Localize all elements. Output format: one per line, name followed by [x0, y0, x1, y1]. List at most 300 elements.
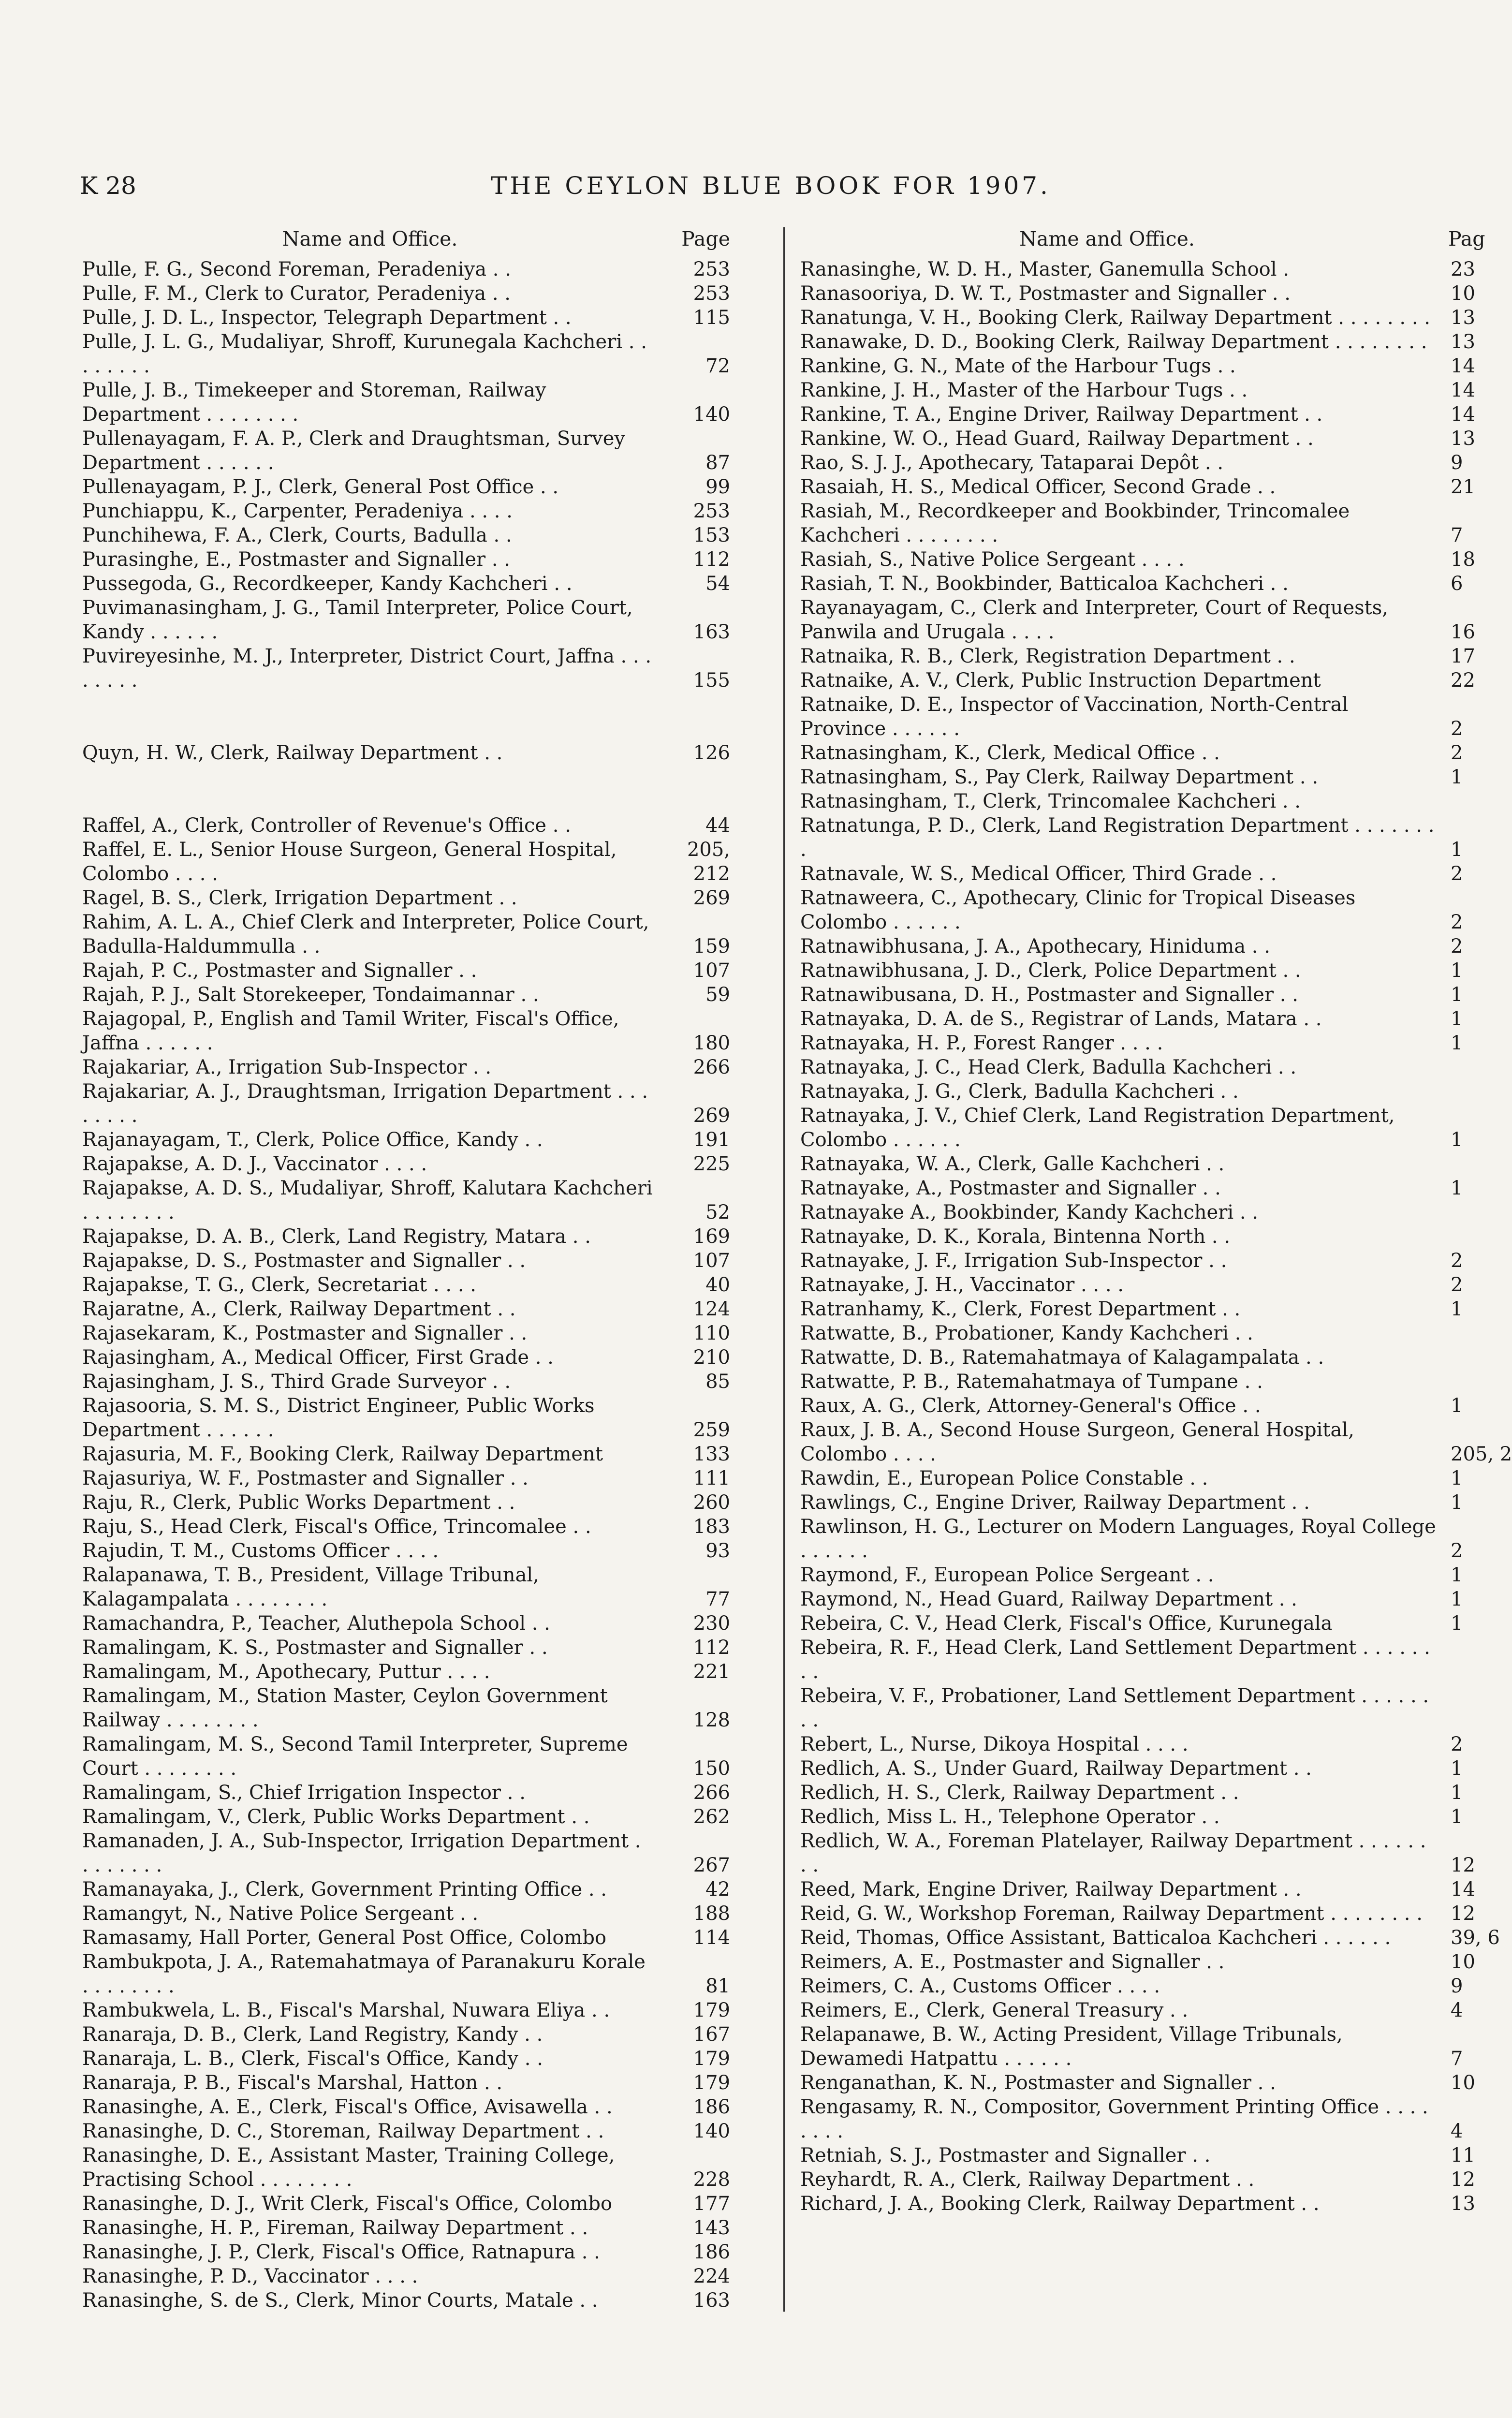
list-item	[82, 596, 730, 644]
entry-page-number: 23	[1451, 258, 1475, 280]
entry-name-office: Raju, R., Clerk, Public Works Department . .	[82, 1491, 515, 1514]
list-item	[800, 1877, 1486, 1902]
entry-name-office: Redlich, A. S., Under Guard, Railway Department . .	[800, 1757, 1312, 1780]
list-item	[800, 1563, 1486, 1587]
entry-page-number: 21	[1451, 476, 1475, 498]
entry-name-office: Rankine, W. O., Head Guard, Railway Department . .	[800, 428, 1314, 450]
entry-name-office: Reimers, E., Clerk, General Treasury . .	[800, 1999, 1189, 2021]
entry-page-number: 1	[1451, 959, 1463, 982]
entry-page-number: 14	[1451, 1878, 1475, 1901]
list-item	[82, 1998, 730, 2022]
entry-name-office: Ragel, B. S., Clerk, Irrigation Department . .	[82, 887, 517, 909]
list-item	[800, 257, 1486, 281]
entry-name-office: Redlich, W. A., Foreman Platelayer, Railway Department . . . . . . . .	[800, 1830, 1426, 1876]
list-item	[800, 427, 1486, 451]
entry-page-number: 14	[1451, 379, 1475, 401]
entry-name-office: Ranaraja, L. B., Clerk, Fiscal's Office, Kandy . .	[82, 2048, 543, 2070]
list-item	[82, 1249, 730, 1273]
list-item	[82, 910, 730, 958]
entry-page-number: 1	[1451, 1782, 1463, 1804]
list-item	[82, 1926, 730, 1950]
list-item	[800, 1829, 1486, 1877]
list-item	[800, 1394, 1486, 1418]
list-item	[82, 427, 730, 475]
entry-name-office: Pulle, F. M., Clerk to Curator, Peradeniya . .	[82, 282, 511, 305]
list-item	[82, 1176, 730, 1224]
list-item	[800, 1805, 1486, 1829]
entry-page-number: 13	[1451, 428, 1475, 450]
entry-name-office: Pulle, F. G., Second Foreman, Peradeniya . .	[82, 258, 511, 280]
list-item	[800, 789, 1486, 813]
entry-page-number: 72	[705, 355, 730, 377]
section-gap	[82, 765, 730, 813]
entry-page-number: 12	[1451, 1854, 1475, 1876]
list-item	[82, 644, 730, 693]
list-item	[800, 572, 1486, 596]
entry-name-office: Ratwatte, B., Probationer, Kandy Kachcheri . .	[800, 1322, 1253, 1344]
entry-page-number: 16	[1451, 621, 1475, 643]
entry-page-number: 228	[693, 2168, 730, 2191]
entry-page-number: 1	[1451, 1757, 1463, 1780]
entry-page-number: 1	[1451, 839, 1463, 861]
entry-name-office: Richard, J. A., Booking Clerk, Railway Department . .	[800, 2193, 1320, 2215]
list-item	[82, 1297, 730, 1321]
page-header	[80, 172, 1486, 201]
entry-name-office: Ratnayake, D. K., Korala, Bintenna North . .	[800, 1225, 1231, 1248]
entry-name-office: Ranaraja, D. B., Clerk, Land Registry, Kandy . .	[82, 2023, 543, 2046]
entry-name-office: Quyn, H. W., Clerk, Railway Department . .	[82, 742, 503, 764]
entry-name-office: Puvireyesinhe, M. J., Interpreter, District Court, Jaffna . . . . . . . .	[82, 645, 652, 692]
entry-page-number: 2	[1451, 718, 1463, 740]
name-office-heading: Name and Office.	[1019, 227, 1195, 251]
list-item	[800, 475, 1486, 499]
list-item	[82, 1950, 730, 1998]
list-item	[800, 765, 1486, 789]
entry-page-number: 10	[1451, 282, 1475, 305]
list-item	[800, 741, 1486, 765]
entry-name-office: Ratnawibhusana, J. D., Clerk, Police Department . .	[800, 959, 1301, 982]
entry-page-number: 253	[693, 500, 730, 522]
entry-name-office: Rawlinson, H. G., Lecturer on Modern Languages, Royal College . . . . . .	[800, 1516, 1436, 1562]
entry-page-number: 1	[1451, 1564, 1463, 1586]
entry-page-number: 186	[693, 2241, 730, 2263]
entry-name-office: Reid, G. W., Workshop Foreman, Railway Department . . . . . . . .	[800, 1902, 1423, 1925]
entry-page-number: 93	[705, 1540, 730, 1562]
entry-name-office: Ratnatunga, P. D., Clerk, Land Registration Department . . . . . . . .	[800, 814, 1435, 861]
entry-page-number: 180	[693, 1032, 730, 1054]
list-item	[800, 2022, 1486, 2071]
entry-name-office: Ratnayaka, J. C., Head Clerk, Badulla Kachcheri . .	[800, 1056, 1297, 1078]
entry-name-office: Ranasinghe, P. D., Vaccinator . . . .	[82, 2265, 418, 2287]
entry-name-office: Ratnayake, J. H., Vaccinator . . . .	[800, 1274, 1124, 1296]
entry-page-number: 188	[693, 1902, 730, 1925]
entry-page-number: 2	[1451, 1540, 1463, 1562]
list-item	[82, 1152, 730, 1176]
entry-name-office: Rajasuriya, W. F., Postmaster and Signaller . .	[82, 1467, 528, 1489]
entry-page-number: 179	[693, 1999, 730, 2021]
entry-page-number: 140	[693, 403, 730, 426]
entry-name-office: Pussegoda, G., Recordkeeper, Kandy Kachcheri . .	[82, 573, 573, 595]
entry-name-office: Ramalingam, M., Apothecary, Puttur . . . .	[82, 1661, 490, 1683]
entry-name-office: Ranasinghe, D. E., Assistant Master, Training College, Practising School . . . . . . . .	[82, 2144, 615, 2191]
entry-name-office: Rebeira, R. F., Head Clerk, Land Settlement Department . . . . . . . .	[800, 1637, 1430, 1683]
entry-page-number: 143	[693, 2217, 730, 2239]
entry-page-number: 107	[693, 1250, 730, 1272]
list-item	[800, 1152, 1486, 1176]
entry-name-office: Ranawake, D. D., Booking Clerk, Railway Department . . . . . . . .	[800, 331, 1427, 353]
list-item	[82, 475, 730, 499]
entry-page-number: 2	[1451, 935, 1463, 958]
entry-page-number: 107	[693, 959, 730, 982]
entry-page-number: 2	[1451, 1274, 1463, 1296]
entry-name-office: Rasiah, T. N., Bookbinder, Batticaloa Kachcheri . .	[800, 573, 1289, 595]
list-item	[800, 1104, 1486, 1152]
list-item	[800, 451, 1486, 475]
entry-page-number: 1	[1451, 1008, 1463, 1030]
entry-name-office: Ranasinghe, D. J., Writ Clerk, Fiscal's Office, Colombo	[82, 2193, 613, 2215]
entry-page-number: 22	[1451, 669, 1475, 692]
entry-name-office: Pullenayagam, P. J., Clerk, General Post Office . .	[82, 476, 559, 498]
list-item	[82, 572, 730, 596]
list-item	[82, 547, 730, 572]
entry-name-office: Ratnasingham, T., Clerk, Trincomalee Kachcheri . .	[800, 790, 1301, 812]
entry-name-office: Ratnaika, R. B., Clerk, Registration Department . .	[800, 645, 1295, 667]
list-item	[82, 1636, 730, 1660]
entry-name-office: Ratnayaka, W. A., Clerk, Galle Kachcheri . .	[800, 1153, 1225, 1175]
entry-page-number: 179	[693, 2072, 730, 2094]
list-item	[800, 330, 1486, 354]
entry-name-office: Rajapakse, A. D. J., Vaccinator . . . .	[82, 1153, 427, 1175]
list-item	[82, 1055, 730, 1079]
entry-page-number: 12	[1451, 1902, 1475, 1925]
list-item	[82, 306, 730, 330]
list-item	[800, 354, 1486, 378]
list-item	[800, 1636, 1486, 1684]
entry-page-number: 4	[1451, 1999, 1463, 2021]
entry-page-number: 269	[693, 1105, 730, 1127]
entry-page-number: 2	[1451, 1733, 1463, 1755]
list-item	[800, 886, 1486, 934]
entry-name-office: Ramalingam, M., Station Master, Ceylon Government Railway . . . . . . . .	[82, 1685, 608, 1731]
entry-name-office: Raymond, F., European Police Sergeant . .	[800, 1564, 1214, 1586]
entry-name-office: Ranasinghe, W. D. H., Master, Ganemulla School .	[800, 258, 1289, 280]
entry-name-office: Rajagopal, P., English and Tamil Writer, Fiscal's Office, Jaffna . . . . . .	[82, 1008, 619, 1054]
entry-name-office: Rankine, J. H., Master of the Harbour Tugs . .	[800, 379, 1248, 401]
entry-name-office: Ranatunga, V. H., Booking Clerk, Railway Department . . . . . . . .	[800, 307, 1430, 329]
entry-name-office: Raffel, A., Clerk, Controller of Revenue's Office . .	[82, 814, 571, 837]
list-item	[800, 1418, 1512, 1466]
list-item	[800, 1781, 1486, 1805]
list-item	[800, 281, 1486, 306]
list-item	[800, 1176, 1486, 1200]
page-heading: Page	[681, 227, 730, 251]
list-item	[82, 1442, 730, 1466]
entry-page-number: 111	[693, 1467, 730, 1489]
entry-page-number: 1	[1451, 1395, 1463, 1417]
list-item	[800, 958, 1486, 983]
entry-page-number: 260	[693, 1491, 730, 1514]
entry-page-number: 124	[693, 1298, 730, 1320]
entry-page-number: 126	[693, 742, 730, 764]
entry-page-number: 153	[693, 524, 730, 546]
entry-name-office: Raux, J. B. A., Second House Surgeon, General Hospital, Colombo . . . .	[800, 1419, 1354, 1465]
entry-page-number: 39, 6	[1451, 1927, 1500, 1949]
entry-name-office: Pullenayagam, F. A. P., Clerk and Draughtsman, Survey Department . . . . . .	[82, 428, 625, 474]
list-item	[82, 1829, 730, 1877]
entry-page-number: 133	[693, 1443, 730, 1465]
entry-name-office: Ramalingam, S., Chief Irrigation Inspector . .	[82, 1782, 526, 1804]
right-column-heading	[800, 227, 1486, 257]
list-item	[82, 1079, 730, 1128]
entry-name-office: Ratnavale, W. S., Medical Officer, Third Grade . .	[800, 863, 1277, 885]
entry-name-office: Raymond, N., Head Guard, Railway Department . .	[800, 1588, 1297, 1610]
list-item	[800, 378, 1486, 402]
entry-page-number: 1	[1451, 1032, 1463, 1054]
entry-name-office: Ratnaike, A. V., Clerk, Public Instruction Department	[800, 669, 1321, 692]
entry-page-number: 266	[693, 1056, 730, 1078]
entry-name-office: Raffel, E. L., Senior House Surgeon, General Hospital, Colombo . . . .	[82, 839, 617, 885]
list-item	[82, 2240, 730, 2264]
entry-page-number: 10	[1451, 1951, 1475, 1973]
entry-name-office: Rajaratne, A., Clerk, Railway Department . .	[82, 1298, 516, 1320]
entry-page-number: 12	[1451, 2168, 1475, 2191]
entry-name-office: Ramanayaka, J., Clerk, Government Printing Office . .	[82, 1878, 607, 1901]
list-item	[800, 1490, 1486, 1515]
entry-name-office: Pulle, J. B., Timekeeper and Storeman, Railway Department . . . . . . . .	[82, 379, 546, 426]
entry-page-number: 13	[1451, 2193, 1475, 2215]
list-item	[800, 1684, 1486, 1732]
entry-name-office: Ratnasingham, S., Pay Clerk, Railway Department . .	[800, 766, 1319, 788]
entry-page-number: 179	[693, 2048, 730, 2070]
entry-page-number: 205, 212	[687, 839, 730, 885]
entry-page-number: 169	[693, 1225, 730, 1248]
entry-page-number: 262	[693, 1806, 730, 1828]
entry-name-office: Rajasingham, A., Medical Officer, First Grade . .	[82, 1346, 554, 1369]
list-item	[82, 813, 730, 838]
left-entry-list	[82, 257, 730, 2313]
list-item	[800, 1732, 1486, 1756]
entry-name-office: Ratnayaka, D. A. de S., Registrar of Lands, Matara . .	[800, 1008, 1322, 1030]
entry-page-number: 269	[693, 887, 730, 909]
entry-page-number: 2	[1451, 1250, 1463, 1272]
list-item	[82, 2264, 730, 2288]
entry-page-number: 10	[1451, 2072, 1475, 2094]
entry-name-office: Punchiappu, K., Carpenter, Peradeniya . . . .	[82, 500, 513, 522]
entry-page-number: 210	[693, 1346, 730, 1369]
list-item	[82, 2288, 730, 2313]
list-item	[82, 523, 730, 547]
entry-page-number: 155	[693, 669, 730, 692]
list-item	[800, 1974, 1486, 1998]
page-heading: Pag	[1448, 227, 1485, 251]
entry-name-office: Rasaiah, H. S., Medical Officer, Second Grade . .	[800, 476, 1276, 498]
entry-name-office: Rasiah, S., Native Police Sergeant . . . .	[800, 548, 1185, 571]
entry-name-office: Ranasooriya, D. W. T., Postmaster and Signaller . .	[800, 282, 1291, 305]
list-item	[82, 281, 730, 306]
entry-name-office: Rajah, P. C., Postmaster and Signaller . .	[82, 959, 477, 982]
entry-name-office: Rajasingham, J. S., Third Grade Surveyor . .	[82, 1371, 511, 1393]
entry-name-office: Rankine, G. N., Mate of the Harbour Tugs . .	[800, 355, 1236, 377]
entry-name-office: Rengasamy, R. N., Compositor, Government Printing Office . . . . . . . .	[800, 2096, 1428, 2142]
list-item	[82, 1345, 730, 1370]
list-item	[800, 1224, 1486, 1249]
list-item	[800, 2071, 1486, 2095]
list-item	[82, 2216, 730, 2240]
entry-page-number: 140	[693, 2120, 730, 2142]
entry-page-number: 112	[693, 1637, 730, 1659]
list-item	[82, 1273, 730, 1297]
entry-name-office: Ratnawibhusana, J. A., Apothecary, Hiniduma . .	[800, 935, 1270, 958]
list-item	[800, 596, 1486, 644]
list-item	[82, 2022, 730, 2047]
list-item	[82, 1902, 730, 1926]
entry-name-office: Raux, A. G., Clerk, Attorney-General's Office . .	[800, 1395, 1261, 1417]
entry-page-number: 18	[1451, 548, 1475, 571]
entry-page-number: 224	[693, 2265, 730, 2287]
section-gap	[82, 693, 730, 741]
list-item	[800, 1902, 1486, 1926]
entry-name-office: Ratnayake, A., Postmaster and Signaller . .	[800, 1177, 1221, 1199]
entry-name-office: Relapanawe, B. W., Acting President, Village Tribunals, Dewamedi Hatpattu . . . . . .	[800, 2023, 1343, 2070]
entry-name-office: Ramanaden, J. A., Sub-Inspector, Irrigation Department . . . . . . . .	[82, 1830, 641, 1876]
entry-name-office: Rambukwela, L. B., Fiscal's Marshal, Nuwara Eliya . .	[82, 1999, 610, 2021]
list-item	[800, 1756, 1486, 1781]
list-item	[82, 1128, 730, 1152]
entry-page-number: 186	[693, 2096, 730, 2118]
list-item	[800, 983, 1486, 1007]
list-item	[800, 693, 1486, 741]
list-item	[82, 1805, 730, 1829]
entry-name-office: Ranasinghe, A. E., Clerk, Fiscal's Office, Avisawella . .	[82, 2096, 613, 2118]
entry-name-office: Rankine, T. A., Engine Driver, Railway Department . .	[800, 403, 1323, 426]
entry-name-office: Rambukpota, J. A., Ratemahatmaya of Paranakuru Korale . . . . . . . .	[82, 1951, 646, 1997]
list-item	[82, 983, 730, 1007]
list-item	[800, 1370, 1486, 1394]
list-item	[82, 1611, 730, 1636]
list-item	[800, 1297, 1486, 1321]
entry-page-number: 6	[1451, 573, 1463, 595]
entry-name-office: Renganathan, K. N., Postmaster and Signaller . .	[800, 2072, 1276, 2094]
entry-name-office: Purasinghe, E., Postmaster and Signaller . .	[82, 548, 510, 571]
entry-page-number: 2	[1451, 863, 1463, 885]
list-item	[82, 1781, 730, 1805]
entry-name-office: Ratnasingham, K., Clerk, Medical Office . .	[800, 742, 1220, 764]
entry-page-number: 163	[693, 2289, 730, 2312]
list-item	[800, 306, 1486, 330]
entry-page-number: 163	[693, 621, 730, 643]
list-item	[800, 1950, 1486, 1974]
list-item	[800, 1007, 1486, 1031]
left-column	[82, 227, 730, 2313]
entry-name-office: Ratnayaka, H. P., Forest Ranger . . . .	[800, 1032, 1163, 1054]
list-item	[800, 1998, 1486, 2022]
list-item	[82, 1224, 730, 1249]
entry-name-office: Ratnayake, J. F., Irrigation Sub-Inspector . .	[800, 1250, 1227, 1272]
page-id: K 28	[80, 172, 136, 200]
list-item	[82, 1563, 730, 1611]
entry-page-number: 44	[705, 814, 730, 837]
list-item	[82, 378, 730, 427]
entry-page-number: 114	[693, 1927, 730, 1949]
list-item	[800, 1466, 1486, 1490]
entry-page-number: 4	[1451, 2120, 1463, 2142]
entry-page-number: 159	[693, 935, 730, 958]
entry-name-office: Retniah, S. J., Postmaster and Signaller . .	[800, 2144, 1211, 2167]
entry-page-number: 183	[693, 1516, 730, 1538]
list-item	[800, 813, 1486, 862]
entry-name-office: Ranasinghe, D. C., Storeman, Railway Department . .	[82, 2120, 604, 2142]
entry-name-office: Ratnawibusana, D. H., Postmaster and Signaller . .	[800, 984, 1298, 1006]
list-item	[82, 958, 730, 983]
entry-name-office: Rebeira, V. F., Probationer, Land Settlement Department . . . . . . . .	[800, 1685, 1429, 1731]
entry-name-office: Rajapakse, D. S., Postmaster and Signaller . .	[82, 1250, 526, 1272]
entry-page-number: 253	[693, 258, 730, 280]
entry-page-number: 81	[705, 1975, 730, 1997]
entry-page-number: 112	[693, 548, 730, 571]
entry-name-office: Redlich, Miss L. H., Telephone Operator . .	[800, 1806, 1220, 1828]
entry-page-number: 7	[1451, 524, 1463, 546]
entry-name-office: Ranasinghe, S. de S., Clerk, Minor Courts, Matale . .	[82, 2289, 598, 2312]
list-item	[800, 1587, 1486, 1611]
entry-name-office: Reid, Thomas, Office Assistant, Batticaloa Kachcheri . . . . . .	[800, 1927, 1391, 1949]
entry-name-office: Redlich, H. S., Clerk, Railway Department . .	[800, 1782, 1239, 1804]
list-item	[82, 1539, 730, 1563]
list-item	[82, 1877, 730, 1902]
list-item	[82, 1732, 730, 1781]
entry-page-number: 191	[693, 1129, 730, 1151]
right-column	[800, 227, 1512, 2216]
entry-page-number: 1	[1451, 1467, 1463, 1489]
list-item	[800, 402, 1486, 427]
list-item	[800, 1321, 1486, 1345]
list-item	[82, 2095, 730, 2119]
entry-name-office: Ranasinghe, H. P., Fireman, Railway Department . .	[82, 2217, 588, 2239]
list-item	[82, 1490, 730, 1515]
entry-page-number: 9	[1451, 1975, 1463, 1997]
entry-page-number: 17	[1451, 645, 1475, 667]
left-column-heading	[82, 227, 730, 257]
entry-page-number: 77	[705, 1588, 730, 1610]
entry-page-number: 40	[705, 1274, 730, 1296]
entry-name-office: Raju, S., Head Clerk, Fiscal's Office, Trincomalee . .	[82, 1516, 591, 1538]
list-item	[800, 1200, 1486, 1224]
entry-name-office: Rayanayagam, C., Clerk and Interpreter, Court of Requests, Panwila and Urugala . . . .	[800, 597, 1388, 643]
entry-name-office: Ratranhamy, K., Clerk, Forest Department . .	[800, 1298, 1241, 1320]
list-item	[800, 644, 1486, 668]
column-divider	[783, 227, 785, 2312]
entry-name-office: Rawlings, C., Engine Driver, Railway Department . .	[800, 1491, 1310, 1514]
list-item	[800, 1031, 1486, 1055]
entry-name-office: Reimers, C. A., Customs Officer . . . .	[800, 1975, 1160, 1997]
list-item	[82, 1370, 730, 1394]
entry-name-office: Rajapakse, T. G., Clerk, Secretariat . . . .	[82, 1274, 476, 1296]
entry-page-number: 99	[705, 476, 730, 498]
list-item	[82, 1007, 730, 1055]
entry-page-number: 1	[1451, 766, 1463, 788]
entry-name-office: Ranasinghe, J. P., Clerk, Fiscal's Office, Ratnapura . .	[82, 2241, 600, 2263]
entry-name-office: Ratnaike, D. E., Inspector of Vaccination, North-Central Province . . . . . .	[800, 693, 1349, 740]
list-item	[800, 1345, 1486, 1370]
entry-page-number: 7	[1451, 2048, 1463, 2070]
list-item	[82, 2119, 730, 2143]
entry-name-office: Reyhardt, R. A., Clerk, Railway Department . .	[800, 2168, 1255, 2191]
list-item	[800, 2167, 1486, 2192]
list-item	[800, 1079, 1486, 1104]
entry-name-office: Rebert, L., Nurse, Dikoya Hospital . . . .	[800, 1733, 1189, 1755]
entry-name-office: Ratwatte, P. B., Ratemahatmaya of Tumpane . .	[800, 1371, 1263, 1393]
entry-page-number: 59	[705, 984, 730, 1006]
entry-page-number: 205, 2	[1451, 1443, 1512, 1465]
